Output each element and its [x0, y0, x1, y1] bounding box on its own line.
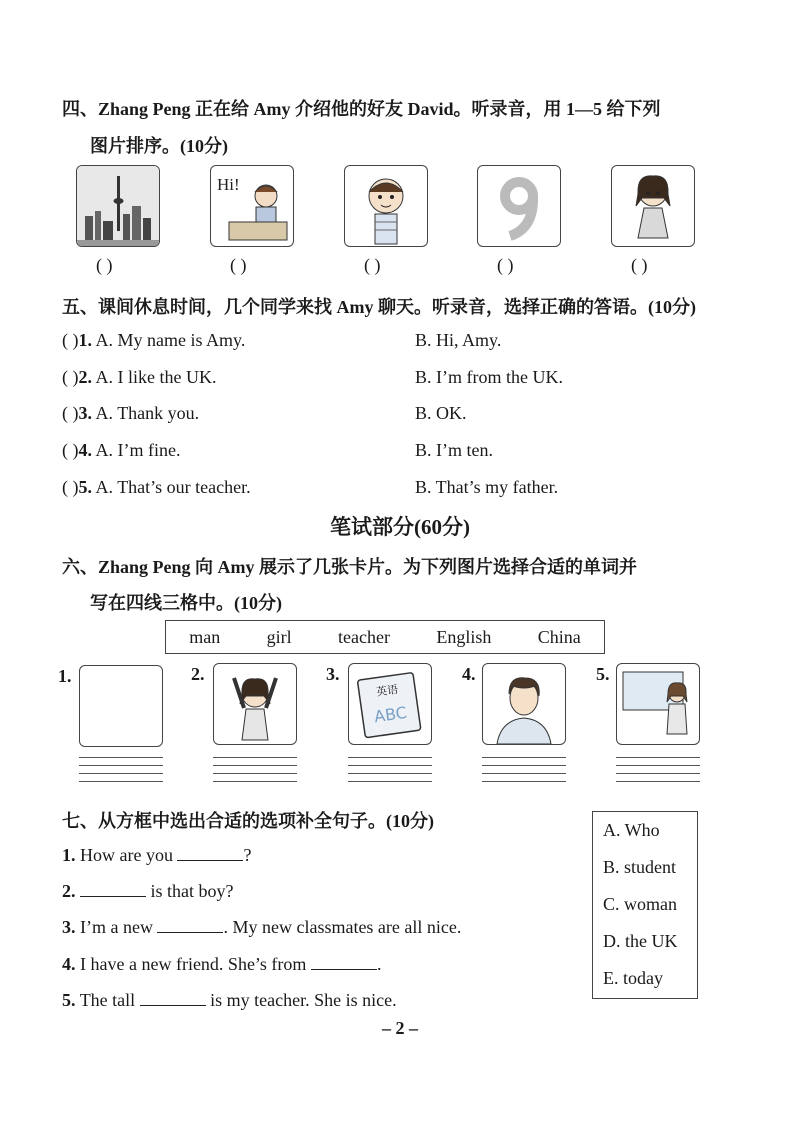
- sentence-before: I’m a new: [80, 917, 158, 937]
- book-label: 英语: [375, 682, 399, 699]
- writing-lines-2[interactable]: [213, 757, 297, 787]
- order-blank-1[interactable]: ( ): [96, 255, 113, 275]
- book-letters: ABC: [372, 702, 409, 727]
- word-bank-item: girl: [266, 626, 292, 647]
- sentence-number: 2.: [62, 881, 76, 901]
- section5-item-4-b: B. I’m ten.: [415, 440, 493, 460]
- section5-item-2: [62, 367, 217, 388]
- item-number: 1.: [78, 330, 92, 350]
- page-number: – 2 –: [382, 1018, 418, 1038]
- answer-paren[interactable]: ( ): [62, 403, 79, 423]
- option-d: D. the UK: [603, 931, 678, 951]
- number-nine-icon: [478, 166, 560, 246]
- written-part-title: 笔试部分(60分): [330, 515, 470, 539]
- card-girl: [213, 663, 297, 745]
- fill-blank[interactable]: [140, 989, 206, 1006]
- option-a: A. I like the UK.: [95, 367, 217, 387]
- section5-title: 五、课间休息时间，几个同学来找 Amy 聊天。听录音，选择正确的答语。(10分): [62, 297, 696, 317]
- item-number: 4.: [78, 440, 92, 460]
- section5-item-5-b: B. That’s my father.: [415, 477, 559, 497]
- section6-title-line1: 六、Zhang Peng 向 Amy 展示了几张卡片。为下列图片选择合适的单词并: [62, 557, 638, 577]
- sentence-number: 4.: [62, 954, 76, 974]
- item-number: 2.: [78, 367, 92, 387]
- writing-lines-5[interactable]: [616, 757, 700, 787]
- picture-boy-hi: [210, 165, 294, 247]
- card-number-1: 1.: [58, 666, 72, 686]
- item-number: 5.: [78, 477, 92, 497]
- hi-speech-text: Hi!: [217, 175, 240, 194]
- section5-item-2-b: B. I’m from the UK.: [415, 367, 563, 387]
- section5-item-3-b: B. OK.: [415, 403, 467, 423]
- picture-boy-waving: [344, 165, 428, 247]
- sentence-4: [62, 953, 381, 975]
- option-c: C. woman: [603, 894, 677, 914]
- sentence-number: 3.: [62, 917, 76, 937]
- writing-lines-1[interactable]: [79, 757, 163, 787]
- option-a: A. My name is Amy.: [95, 330, 246, 350]
- sentence-before: The tall: [79, 990, 140, 1010]
- section5-item-5: [62, 477, 251, 498]
- option-b: B. student: [603, 857, 677, 877]
- section5-item-3: [62, 403, 199, 424]
- picture-number-nine: [477, 165, 561, 247]
- section5-item-1-b: B. Hi, Amy.: [415, 330, 502, 350]
- fill-blank[interactable]: [311, 953, 377, 970]
- section4-title-line2: 图片排序。(10分): [90, 136, 228, 156]
- card-man: [482, 663, 566, 745]
- card-number-5: 5.: [596, 664, 610, 684]
- sentence-after: is my teacher. She is nice.: [205, 990, 397, 1010]
- option-a: A. I’m fine.: [95, 440, 181, 460]
- writing-lines-4[interactable]: [482, 757, 566, 787]
- picture-cityscape: [76, 165, 160, 247]
- sentence-number: 5.: [62, 990, 76, 1010]
- cityscape-tower-icon: [77, 166, 159, 246]
- sentence-number: 1.: [62, 845, 76, 865]
- answer-paren[interactable]: ( ): [62, 440, 79, 460]
- girl-waving-icon: [214, 664, 296, 744]
- option-a: A. Thank you.: [95, 403, 200, 423]
- section4-title-line1: 四、Zhang Peng 正在给 Amy 介绍他的好友 David。听录音，用 1—5 给下列: [62, 99, 661, 119]
- section7-title: 七、从方框中选出合适的选项补全句子。(10分): [62, 811, 434, 831]
- answer-paren[interactable]: ( ): [62, 477, 79, 497]
- fill-blank[interactable]: [177, 844, 243, 861]
- option-a: A. Who: [603, 820, 660, 840]
- option-a: A. That’s our teacher.: [95, 477, 251, 497]
- options-box: [592, 811, 698, 999]
- girl-icon: [612, 166, 694, 246]
- card-teacher: [616, 663, 700, 745]
- word-bank-item: China: [537, 626, 581, 647]
- section5-item-1: [62, 330, 245, 351]
- card-number-2: 2.: [191, 664, 205, 684]
- sentence-after: .: [376, 954, 382, 974]
- picture-girl: [611, 165, 695, 247]
- word-bank: [165, 620, 605, 654]
- sentence-5: [62, 989, 397, 1011]
- sentence-before: How are you: [80, 845, 178, 865]
- sentence-3: [62, 916, 461, 938]
- order-blank-2[interactable]: ( ): [230, 255, 247, 275]
- sentence-2: [62, 880, 234, 902]
- word-bank-item: teacher: [338, 626, 390, 647]
- fill-blank[interactable]: [80, 880, 146, 897]
- sentence-after: ?: [243, 845, 252, 865]
- answer-paren[interactable]: ( ): [62, 330, 79, 350]
- fill-blank[interactable]: [157, 916, 223, 933]
- order-blank-3[interactable]: ( ): [364, 255, 381, 275]
- card-number-4: 4.: [462, 664, 476, 684]
- word-bank-item: man: [189, 626, 221, 647]
- word-bank-item: English: [436, 626, 492, 647]
- boy-waving-icon: [345, 166, 427, 246]
- writing-lines-3[interactable]: [348, 757, 432, 787]
- english-book-icon: [349, 664, 431, 744]
- order-blank-4[interactable]: ( ): [497, 255, 514, 275]
- card-number-3: 3.: [326, 664, 340, 684]
- teacher-at-board-icon: [617, 664, 699, 744]
- card-blank: [79, 665, 163, 747]
- section5-item-4: [62, 440, 181, 461]
- item-number: 3.: [78, 403, 92, 423]
- sentence-after: is that boy?: [146, 881, 234, 901]
- sentence-before: I have a new friend. She’s from: [80, 954, 311, 974]
- order-blank-5[interactable]: ( ): [631, 255, 648, 275]
- man-icon: [483, 664, 565, 744]
- card-english-book: [348, 663, 432, 745]
- sentence-after: . My new classmates are all nice.: [223, 917, 462, 937]
- answer-paren[interactable]: ( ): [62, 367, 79, 387]
- section6-title-line2: 写在四线三格中。(10分): [90, 593, 282, 613]
- sentence-1: [62, 844, 251, 866]
- option-e: E. today: [603, 968, 663, 988]
